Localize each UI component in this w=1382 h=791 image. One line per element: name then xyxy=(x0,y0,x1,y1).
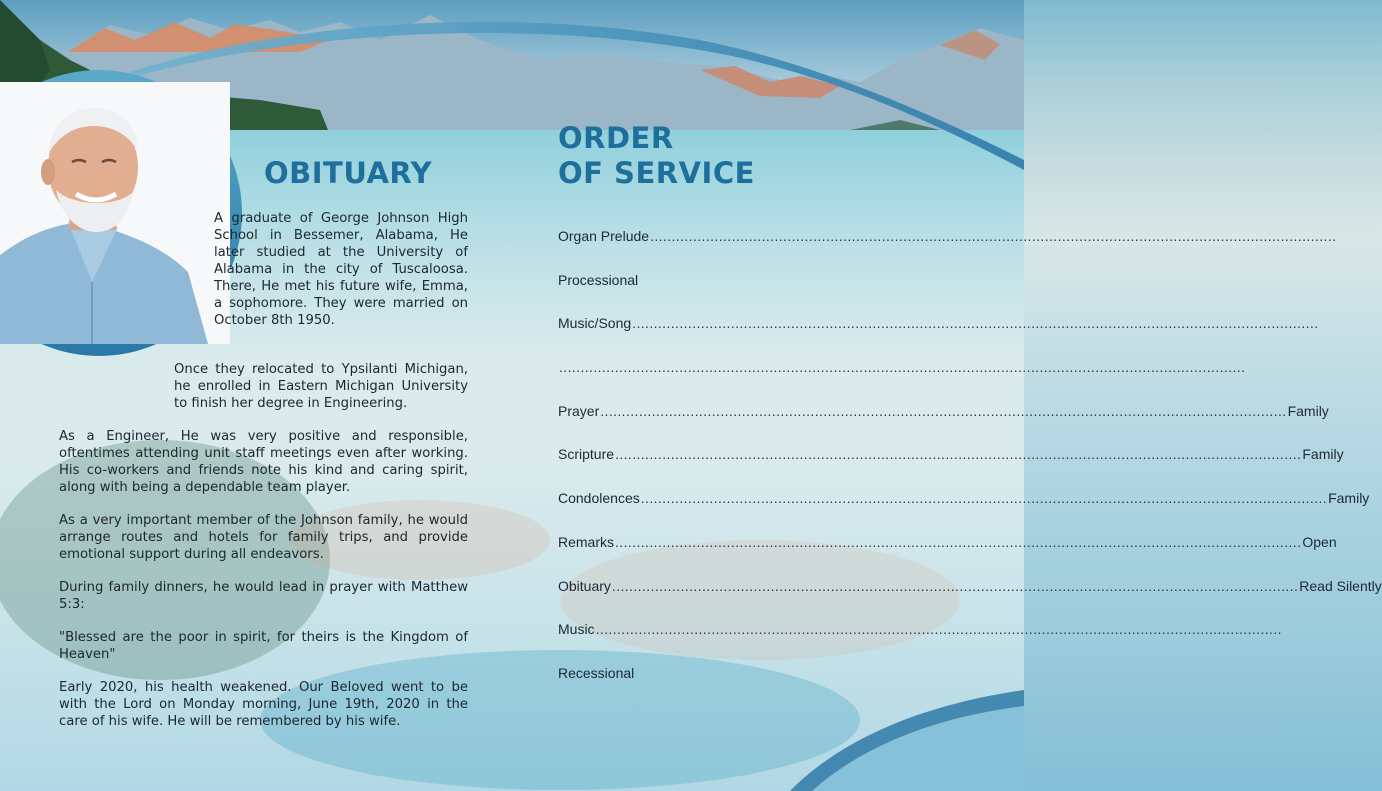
service-item xyxy=(558,315,1319,359)
service-item-label: Remarks xyxy=(558,533,615,550)
leader-dots: ................................................................................................................................................................ xyxy=(559,359,1246,376)
leader-dots: ................................................................................................................................................................ xyxy=(595,621,1282,638)
service-item-label: Recessional xyxy=(558,664,635,681)
obituary-paragraph: As a Engineer, He was very positive and responsible, oftentimes attending unit staff meetings even after working. His co-workers and friends note his kind and caring spirit, along with being a dependable team player. xyxy=(59,429,468,495)
service-item xyxy=(558,577,1382,622)
service-program-list xyxy=(558,228,1382,709)
portrait-illustration xyxy=(0,82,230,344)
service-item-label: Scripture xyxy=(558,446,615,463)
service-item-label: Music/Song xyxy=(558,315,632,332)
leader-dots: ................................................................................................................................................................ xyxy=(632,315,1319,332)
service-item xyxy=(558,665,956,709)
service-item-label: Condolences xyxy=(558,490,640,507)
service-item-value: Family xyxy=(1302,446,1344,463)
obituary-paragraph: As a very important member of the Johnson family, he would arrange routes and hotels for family trips, and provide emotional support during all endeavors. xyxy=(59,513,468,562)
obituary-heading: OBITUARY xyxy=(264,156,433,190)
service-item xyxy=(558,402,1329,447)
service-item xyxy=(558,446,1344,490)
service-heading-line: ORDER xyxy=(558,121,674,155)
service-item xyxy=(558,228,1337,272)
service-item-label: Obituary xyxy=(558,577,611,594)
obituary-intro-text: A graduate of George Johnson High School in Bessemer, Alabama, He later studied at the University of Alabama in the city of Tuscaloosa. There, He met his future wife, Emma, a sophomore. They were married on October 8th 1950. xyxy=(214,211,468,328)
service-item xyxy=(558,490,1370,534)
obituary-body xyxy=(59,361,468,746)
obituary-paragraph: "Blessed are the poor in spirit, for theirs is the Kingdom of Heaven" xyxy=(59,630,468,662)
obituary-paragraph: Early 2020, his health weakened. Our Beloved went to be with the Lord on Monday morning, June 19th, 2020 in the care of his wife. He will be remembered by his wife. xyxy=(59,680,468,729)
service-item xyxy=(558,272,956,316)
service-item-value: Open xyxy=(1302,533,1337,550)
obituary-paragraph: Once they relocated to Ypsilanti Michigan, he enrolled in Eastern Michigan University to finish her degree in Engineering. xyxy=(174,362,468,411)
service-item-value: Family xyxy=(1287,402,1329,419)
service-heading-line: OF SERVICE xyxy=(558,156,755,190)
service-item-label: Processional xyxy=(558,271,639,288)
leader-dots: ................................................................................................................................................................ xyxy=(615,533,1302,550)
service-item xyxy=(558,621,1282,665)
service-item xyxy=(558,533,1337,578)
leader-dots: ................................................................................................................................................................ xyxy=(640,490,1328,507)
service-item-label: Music xyxy=(558,621,595,638)
leader-dots: ................................................................................................................................................................ xyxy=(611,577,1299,594)
service-item xyxy=(558,359,1246,403)
service-item-label: Organ Prelude xyxy=(558,228,650,244)
order-of-service-heading xyxy=(558,121,755,191)
obituary-paragraph: During family dinners, he would lead in prayer with Matthew 5:3: xyxy=(59,580,468,612)
portrait-frame xyxy=(0,70,242,356)
service-item-value: Read Silently xyxy=(1299,577,1382,594)
service-item-value: Family xyxy=(1328,490,1370,507)
leader-dots: ................................................................................................................................................................ xyxy=(615,446,1302,463)
obituary-intro xyxy=(214,210,468,329)
service-item-label: Prayer xyxy=(558,402,600,419)
leader-dots: ................................................................................................................................................................ xyxy=(600,402,1287,419)
portrait-photo xyxy=(0,82,230,344)
leader-dots: ................................................................................................................................................................ xyxy=(650,228,1337,244)
